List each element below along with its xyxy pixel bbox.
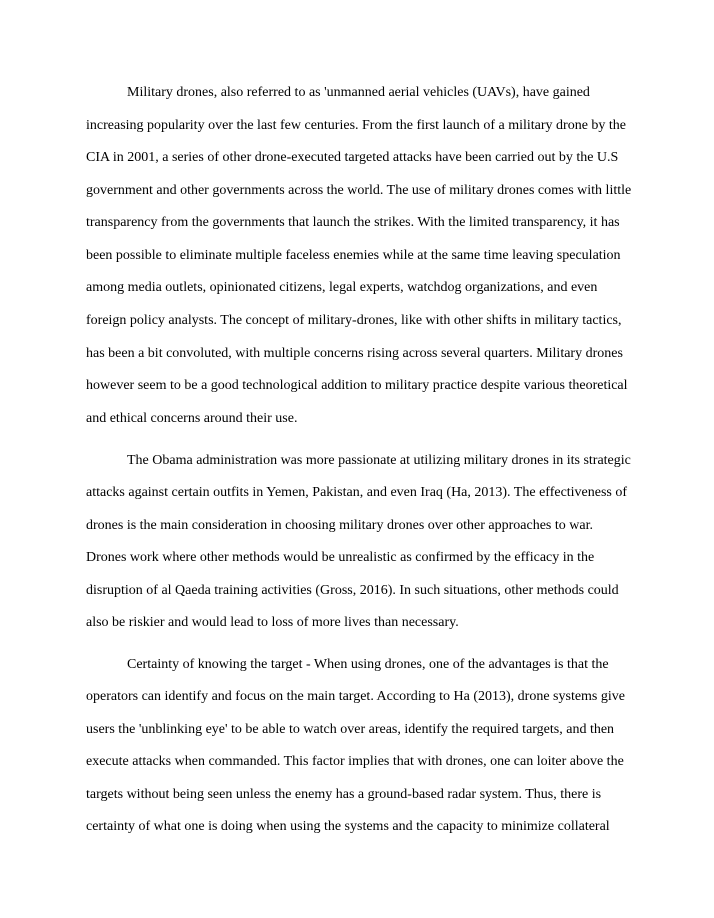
paragraph-1-line-2: increasing popularity over the last few centuries. From the first launch of a military drone by the	[86, 118, 627, 133]
paragraph-2-line-2: attacks against certain outfits in Yemen, Pakistan, and even Iraq (Ha, 2013). The effectiveness of	[86, 485, 628, 500]
paragraph-2-line-6: also be riskier and would lead to loss of more lives than necessary.	[86, 615, 459, 630]
paragraph-3-line-2: operators can identify and focus on the main target. According to Ha (2013), drone systems give	[86, 689, 625, 704]
paragraph-3-line-1: Certainty of knowing the target - When using drones, one of the advantages is that the	[127, 657, 609, 672]
paragraph-3-line-3: users the 'unblinking eye' to be able to watch over areas, identify the required targets, and then	[86, 722, 615, 737]
paragraph-3-line-4: execute attacks when commanded. This factor implies that with drones, one can loiter above the	[86, 754, 624, 769]
paragraph-2-line-1: The Obama administration was more passionate at utilizing military drones in its strategic	[127, 453, 631, 468]
paragraph-1-line-4: government and other governments across the world. The use of military drones comes with little	[86, 183, 632, 198]
paragraph-1-line-10: however seem to be a good technological addition to military practice despite various theoretical	[86, 378, 628, 393]
paragraph-2-line-5: disruption of al Qaeda training activities (Gross, 2016). In such situations, other methods could	[86, 583, 619, 598]
paragraph-1-line-9: has been a bit convoluted, with multiple concerns rising across several quarters. Military drones	[86, 346, 623, 361]
paragraph-1-line-11: and ethical concerns around their use.	[86, 411, 298, 426]
paragraph-2-line-4: Drones work where other methods would be unrealistic as confirmed by the efficacy in the	[86, 550, 595, 565]
paragraph-3-line-6: certainty of what one is doing when using the systems and the capacity to minimize collateral	[86, 819, 610, 834]
paragraph-3-line-5: targets without being seen unless the enemy has a ground-based radar system. Thus, there is	[86, 787, 602, 802]
paragraph-1-line-7: among media outlets, opinionated citizens, legal experts, watchdog organizations, and even	[86, 280, 598, 295]
paragraph-2-line-3: drones is the main consideration in choosing military drones over other approaches to war.	[86, 518, 593, 533]
paragraph-1-line-3: CIA in 2001, a series of other drone-executed targeted attacks have been carried out by the U.S	[86, 150, 619, 165]
paragraph-1-line-8: foreign policy analysts. The concept of military-drones, like with other shifts in military tactics,	[86, 313, 622, 328]
paragraph-1-line-6: been possible to eliminate multiple faceless enemies while at the same time leaving speculation	[86, 248, 621, 263]
paragraph-1-line-5: transparency from the governments that launch the strikes. With the limited transparency, it has	[86, 215, 620, 230]
paragraph-1-line-1: Military drones, also referred to as 'unmanned aerial vehicles (UAVs), have gained	[127, 85, 590, 100]
